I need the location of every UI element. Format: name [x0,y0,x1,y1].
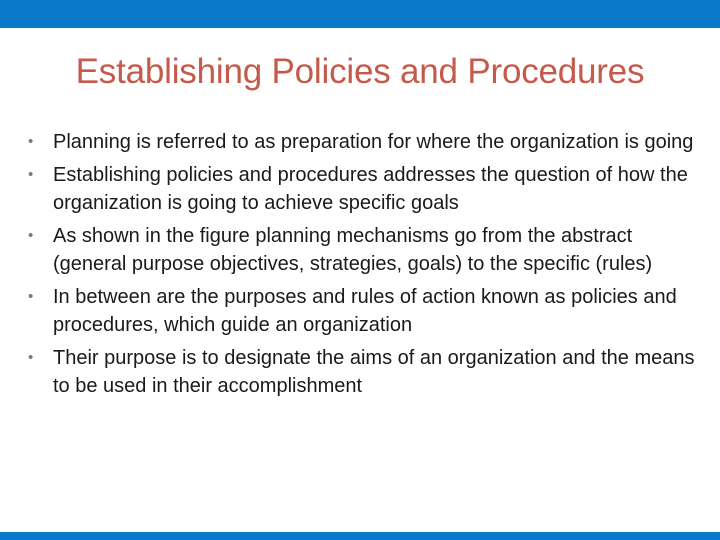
bullet-list [28,128,698,400]
bullet-icon: • [28,349,34,366]
bullet-item-1 [28,128,698,156]
bullet-text: In between are the purposes and rules of action known as policies and procedures, which guide an organization [53,286,677,336]
bullet-text: Establishing policies and procedures addresses the question of how the organization is going to achieve specific goals [53,164,688,214]
bullet-text: Planning is referred to as preparation for where the organization is going [53,131,694,153]
bullet-text: As shown in the figure planning mechanisms go from the abstract (general purpose objectives, strategies, goals) to the specific (rules) [53,225,653,275]
bottom-accent-bar [0,532,720,540]
bullet-icon: • [28,227,34,244]
slide-title: Establishing Policies and Procedures [75,52,645,91]
bullet-icon: • [28,288,34,305]
bullet-icon: • [28,166,34,183]
bullet-item-5 [28,344,698,400]
bullet-icon: • [28,133,34,150]
bullet-item-3 [28,222,698,278]
bullet-item-4 [28,283,698,339]
bullet-text: Their purpose is to designate the aims of an organization and the means to be used in their accomplishment [53,347,695,397]
bullet-item-2 [28,161,698,217]
top-accent-bar [0,0,720,28]
